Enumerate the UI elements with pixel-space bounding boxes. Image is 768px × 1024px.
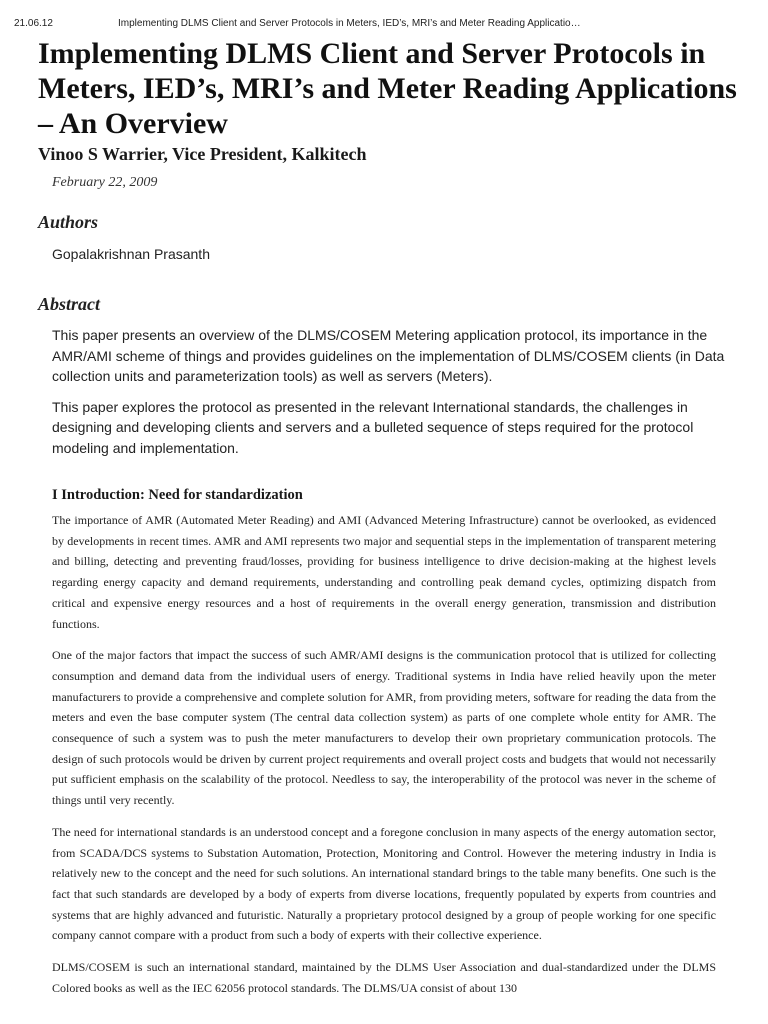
print-date: 21.06.12	[14, 18, 53, 29]
intro-body	[52, 510, 716, 1009]
authors-heading: Authors	[38, 212, 99, 232]
abstract-paragraph: This paper presents an overview of the DLMS/COSEM Metering application protocol, its importance in the AMR/AMI scheme of things and provides guidelines on the implementation of DLMS/COSEM clients (in Data collection units and parameterization tools) as well as servers (Meters).	[52, 327, 725, 384]
article-title: Implementing DLMS Client and Server Protocols in Meters, IED’s, MRI’s and Meter Reading Applications – An Overview	[38, 37, 737, 140]
print-title: Implementing DLMS Client and Server Protocols in Meters, IED’s, MRI’s and Meter Reading Applicatio…	[118, 18, 581, 29]
publish-date: February 22, 2009	[52, 175, 158, 190]
article-byline: Vinoo S Warrier, Vice President, Kalkitech	[38, 144, 367, 164]
intro-paragraph: DLMS/COSEM is such an international standard, maintained by the DLMS User Association and dual-standardized under the DLMS Colored books as well as the IEC 62056 protocol standards. The DLMS/UA consist of about 130	[52, 960, 716, 995]
intro-paragraph: The importance of AMR (Automated Meter Reading) and AMI (Advanced Metering Infrastructure) cannot be overlooked, as evidenced by developments in recent times. AMR and AMI represents two major and sequential steps in the implementation of transparent metering and billing, detecting and preventing fraud/losses, providing for business intelligence to drive decision-making at the highest levels regarding energy capacity and demand requirements, understanding and controlling peak demand cycles, optimizing dispatch from critical and expensive energy resources and a host of requirements in the overall energy generation, transmission and distribution functions.	[52, 513, 716, 631]
intro-heading: I Introduction: Need for standardization	[52, 487, 303, 503]
author-name: Gopalakrishnan Prasanth	[52, 246, 210, 262]
intro-paragraph: One of the major factors that impact the success of such AMR/AMI designs is the communication protocol that is utilized for collecting consumption and demand data from the individual users of energy. Traditional systems in India have relied heavily upon the meter manufacturers to provide a comprehensive and complete solution for AMR, from providing meters, software for reading the data from the meters and even the base computer system (The central data collection system) as parts of one complete whole entity for AMR. The consequence of such a system was to push the meter manufacturers to develop their own proprietary communication protocols. The design of such protocols would be driven by current project requirements and overall project costs and budgets that would not necessarily put sufficient emphasis on the scalability of the protocol. Needless to say, the interoperability of the protocol was never in the scheme of things until very recently.	[52, 648, 716, 808]
abstract-paragraph: This paper explores the protocol as presented in the relevant International standards, the challenges in designing and developing clients and servers and a bulleted sequence of steps required for the protocol modeling and implementation.	[52, 398, 694, 456]
intro-paragraph: The need for international standards is an understood concept and a foregone conclusion in many aspects of the energy automation sector, from SCADA/DCS systems to Substation Automation, Protection, Monitoring and Control. However the metering industry in India is relatively new to the concept and the need for such solutions. An international standard brings to the table many benefits. One such is the fact that such standards are developed by a body of experts from diverse locations, frequently populated by experts from countries and systems that are highly advanced and futuristic. Naturally a proprietary protocol designed by a group of people working for one specific company cannot compare with a product from such a body of experts with their collective experience.	[52, 824, 716, 943]
abstract-body	[52, 325, 728, 468]
abstract-heading: Abstract	[38, 294, 101, 314]
print-header	[14, 18, 754, 29]
